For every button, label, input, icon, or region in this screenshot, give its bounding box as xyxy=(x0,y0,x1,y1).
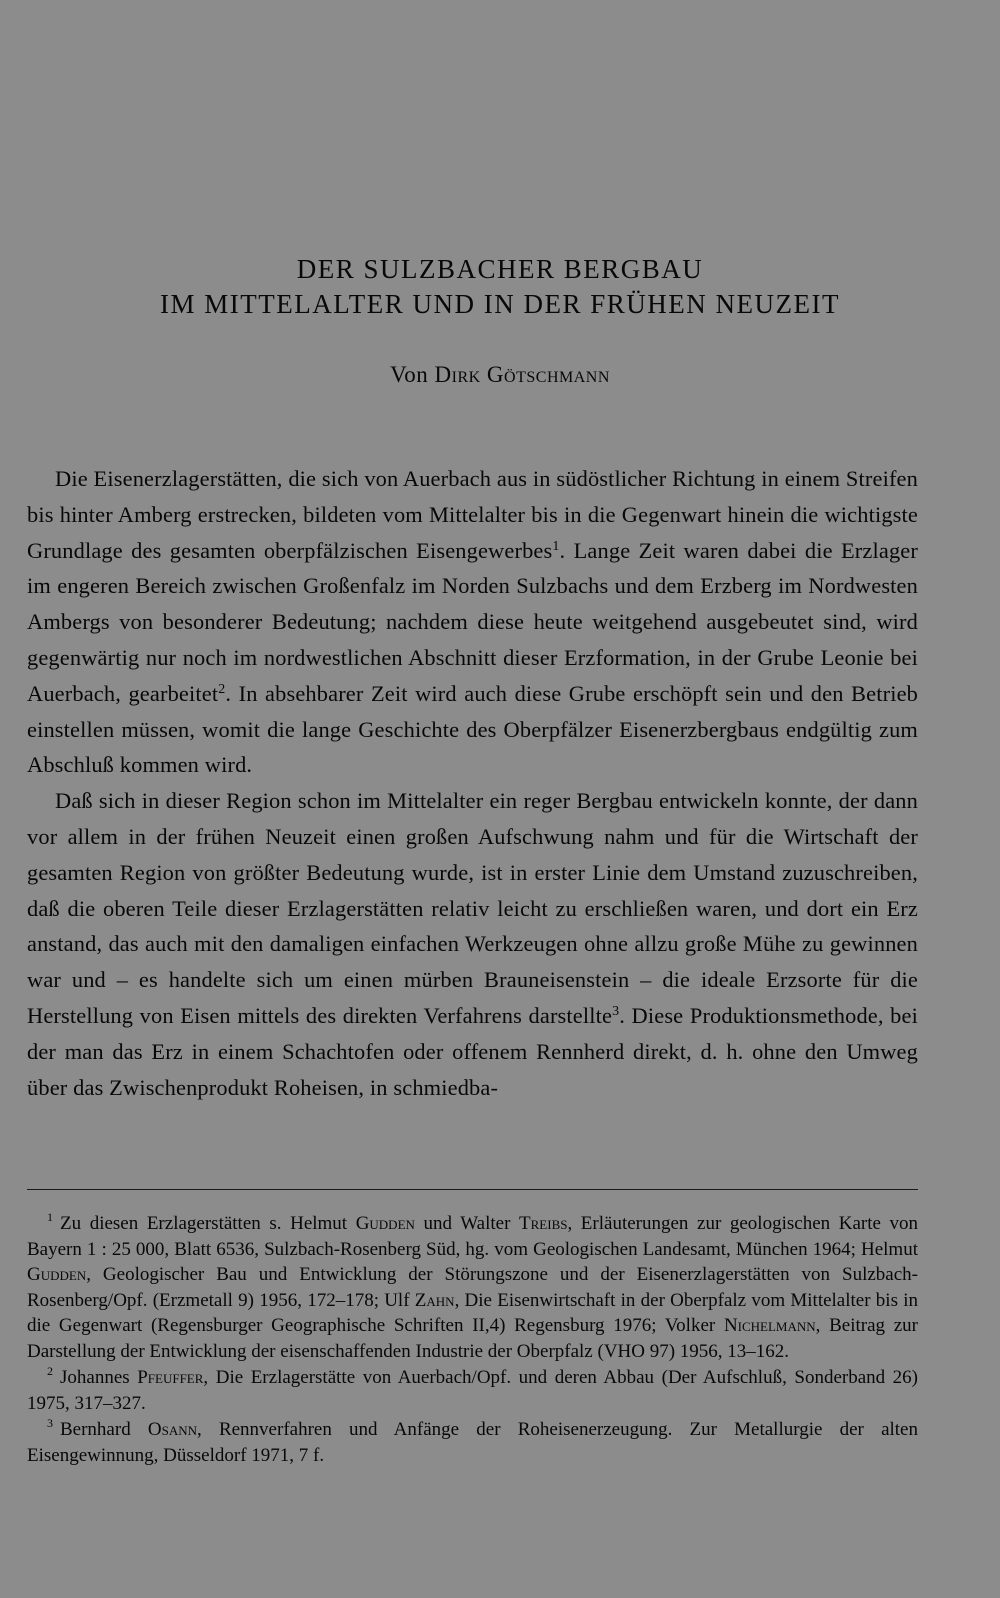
footnote-text: , Die Erzlagerstätte von Auerbach/Opf. und deren Abbau (Der Aufschluß, Sonderband 26) 1975, 317–327. xyxy=(27,1367,919,1414)
paragraph xyxy=(27,783,918,1105)
footnote-ref: 1 xyxy=(552,538,560,554)
main-text xyxy=(27,461,918,1105)
author-prefix: Von xyxy=(390,362,429,387)
footnote-text: , Geologischer Bau und Entwicklung der Störungszone und der Eisenerzlagerstätten von Sulzbach-Rosenberg/Opf. (Erzmetall 9) 1956, 172–178; Ulf xyxy=(27,1264,918,1311)
footnote-text: , Beitrag zur Darstellung der Entwicklung der eisenschaffenden Industrie der Oberpfalz (VHO 97) 1956, 13–162. xyxy=(27,1315,919,1362)
footnote: 1 Zu diesen Erzlagerstätten s. Helmut Gudden und Walter Treibs, Erläuterungen zur geologischen Karte von Bayern 1 : 25 000, Blatt 6536, Sulzbach-Rosenberg Süd, hg. vom Geologischen Landesamt, München 1964; Helmut Gudden, Geologischer Bau und Entwicklung der Störungszone und der Eisenerzlagerstätten von Sulzbach-Rosenberg/Opf. (Erzmetall 9) 1956, 172–178; Ulf Zahn, Die Eisenwirtschaft in der Oberpfalz vom Mittelalter bis in die Gegenwart (Regensburger Geographische Schriften II,4) Regensburg 1976; Volker Nichelmann, Beitrag zur Darstellung der Entwicklung der eisenschaffenden Industrie der Oberpfalz (VHO 97) 1956, 13–162. xyxy=(27,1210,919,1362)
author-surname: Gudden xyxy=(27,1264,87,1285)
paragraph-text: . In absehbarer Zeit wird auch diese Grube erschöpft sein und den Betrieb einstellen müssen, womit die lange Geschichte des Oberpfälzer Eisenerzbergbaus endgültig zum Abschluß kommen wird. xyxy=(27,680,919,778)
footnotes xyxy=(27,1211,918,1469)
footnote-ref: 2 xyxy=(218,681,226,697)
author-surname: Pfeuffer xyxy=(137,1367,204,1388)
author-surname: Treibs xyxy=(519,1213,568,1234)
author-surname: Nichelmann xyxy=(723,1315,816,1336)
paragraph xyxy=(27,461,918,783)
footnote: 3 Bernhard Osann, Rennverfahren und Anfänge der Roheisenerzeugung. Zur Metallurgie der alten Eisengewinnung, Düsseldorf 1971, 7 f. xyxy=(27,1416,918,1466)
paragraph-text: . Diese Produktionsmethode, bei der man das Erz in einem Schachtofen oder offenem Rennherd direkt, d. h. ohne den Umweg über das Zwischenprodukt Roheisen, in schmiedba- xyxy=(27,1002,918,1100)
footnote-text: Bernhard xyxy=(60,1419,148,1440)
footnote-text: Zu diesen Erzlagerstätten s. Helmut xyxy=(60,1213,356,1234)
footnote-text: , Erläuterungen zur geologischen Karte von Bayern 1 : 25 000, Blatt 6536, Sulzbach-Rosenberg Süd, hg. vom Geologischen Landesamt, München 1964; Helmut xyxy=(27,1213,919,1260)
article-title-line-2: IM MITTELALTER UND IN DER FRÜHEN NEUZEIT xyxy=(160,289,840,319)
paragraph-text: . Lange Zeit waren dabei die Erzlager im engeren Bereich zwischen Großenfalz im Norden Sulzbachs und dem Erzberg im Nordwesten Ambergs von besonderer Bedeutung; nachdem diese heute weitgehend ausgebeutet sind, wird gegenwärtig nur noch im nordwestlichen Abschnitt dieser Erzformation, in der Grube Leonie bei Auerbach, gearbeitet xyxy=(27,537,918,706)
footnote: 2 Johannes Pfeuffer, Die Erzlagerstätte von Auerbach/Opf. und deren Abbau (Der Aufschluß, Sonderband 26) 1975, 317–327. xyxy=(27,1364,919,1414)
author-surname: Osann xyxy=(147,1419,198,1440)
footnote-text: , Rennverfahren und Anfänge der Roheisenerzeugung. Zur Metallurgie der alten Eisengewinnung, Düsseldorf 1971, 7 f. xyxy=(27,1419,918,1466)
footnote-text: und Walter xyxy=(414,1213,520,1234)
paragraph-text: Daß sich in dieser Region schon im Mittelalter ein reger Bergbau entwickeln konnte, der dann vor allem in der frühen Neuzeit einen großen Aufschwung nahm und für die Wirtschaft der gesamten Region von größter Bedeutung wurde, ist in erster Linie dem Umstand zuzuschreiben, daß die oberen Teile dieser Erzlagerstätten relativ leicht zu erschließen waren, und dort ein Erz anstand, das auch mit den damaligen einfachen Werkzeugen ohne allzu große Mühe zu gewinnen war und – es handelte sich um einen mürben Brauneisenstein – die ideale Erzsorte für die Herstellung von Eisen mittels des direkten Verfahrens darstellte xyxy=(27,788,918,1028)
footnote-ref: 3 xyxy=(612,1003,620,1019)
article-title-line-1: DER SULZBACHER BERGBAU xyxy=(296,254,704,284)
author-byline xyxy=(0,362,1000,388)
author-surname: Gudden xyxy=(355,1213,415,1234)
author-name: Dirk Götschmann xyxy=(434,362,610,387)
footnote-divider xyxy=(27,1189,918,1190)
footnote-text: Johannes xyxy=(60,1367,138,1388)
paragraph-text: Die Eisenerzlagerstätten, die sich von Auerbach aus in südöstlicher Richtung in einem Streifen bis hinter Amberg erstrecken, bildeten vom Mittelalter bis in die Gegenwart hinein die wichtigste Grundlage des gesamten oberpfälzischen Eisengewerbes xyxy=(27,466,918,563)
author-surname: Zahn xyxy=(414,1289,455,1311)
footnote-text: , Die Eisenwirtschaft in der Oberpfalz vom Mittelalter bis in die Gegenwart (Regensburger Geographische Schriften II,4) Regensburg 1976; Volker xyxy=(27,1289,918,1336)
